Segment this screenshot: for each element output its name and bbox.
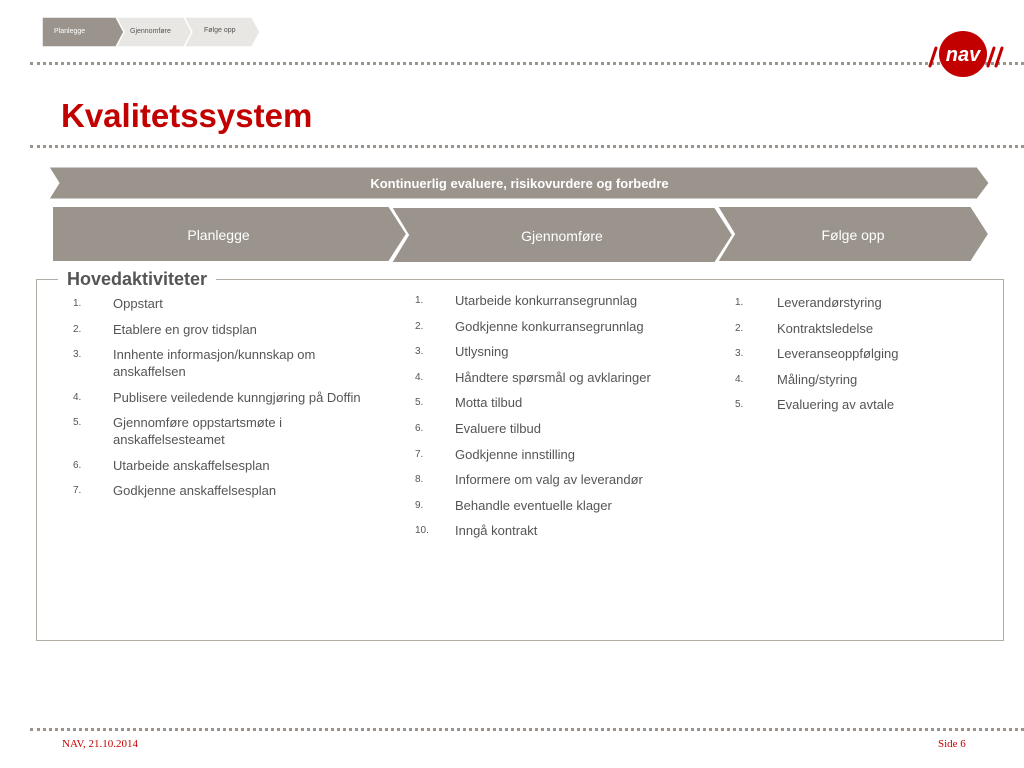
page-title: Kvalitetssystem — [61, 97, 313, 134]
list-item: 4. Publisere veiledende kunngjøring på Doffin — [73, 389, 361, 405]
list-item: 2. Kontraktsledelse — [735, 320, 874, 336]
list-item: 7. Godkjenne innstilling — [415, 446, 575, 462]
list-item: 4. Måling/styring — [735, 371, 858, 387]
list-item: 1. Oppstart — [73, 296, 163, 311]
activity-list-gjennomfore — [415, 292, 715, 548]
list-item: 3. Utlysning — [415, 344, 509, 360]
activities-heading: Hovedaktiviteter — [58, 268, 216, 290]
list-item: 1. Utarbeide konkurransegrunnlag — [415, 293, 638, 308]
phase-folge-opp — [716, 205, 990, 263]
list-item: 7. Godkjenne anskaffelsesplan — [73, 483, 277, 498]
list-item: 2. Etablere en grov tidsplan — [73, 321, 257, 337]
divider-top — [30, 62, 1024, 65]
list-item: 3. Leveranseoppfølging — [735, 346, 899, 362]
banner-text: Kontinuerlig evaluere, risikovurdere og forbedre — [370, 176, 669, 191]
breadcrumb — [42, 17, 264, 47]
list-item: 5. Gjennomføre oppstartsmøte i anskaffelsesteamet — [73, 415, 283, 447]
footer-date: NAV, 21.10.2014 — [62, 738, 138, 750]
list-item: 10. Inngå kontrakt — [415, 523, 538, 539]
breadcrumb-item-planlegge[interactable]: Planlegge — [54, 28, 86, 35]
list-item: 5. Evaluering av avtale — [735, 397, 895, 413]
phase-label: Følge opp — [821, 227, 885, 243]
divider-middle — [30, 145, 1024, 148]
breadcrumb-item-gjennomfore[interactable]: Gjennomføre — [130, 28, 171, 35]
list-item: 3. Innhente informasjon/kunnskap om anskaffelsen — [73, 347, 316, 379]
list-item: 1. Leverandørstyring — [735, 295, 882, 310]
footer-page-number: Side 6 — [938, 738, 966, 750]
list-item: 8. Informere om valg av leverandør — [415, 472, 643, 488]
divider-bottom — [30, 728, 1024, 731]
phase-label: Planlegge — [187, 227, 250, 243]
logo-text: nav — [945, 44, 981, 66]
list-item: 4. Håndtere spørsmål og avklaringer — [415, 369, 651, 385]
list-item: 6. Evaluere tilbud — [415, 420, 541, 436]
phase-gjennomfore — [390, 205, 734, 263]
list-item: 9. Behandle eventuelle klager — [415, 497, 612, 513]
phase-label: Gjennomføre — [521, 228, 603, 244]
improvement-banner — [49, 167, 990, 199]
breadcrumb-item-folge-opp[interactable]: Følge opp — [204, 27, 236, 34]
nav-logo — [922, 24, 1004, 80]
phase-planlegge — [51, 205, 408, 263]
activity-list-folge-opp — [735, 294, 975, 422]
list-item: 5. Motta tilbud — [415, 395, 523, 411]
list-item: 2. Godkjenne konkurransegrunnlag — [415, 318, 644, 334]
list-item: 6. Utarbeide anskaffelsesplan — [73, 457, 270, 473]
activity-list-planlegge — [73, 295, 363, 508]
